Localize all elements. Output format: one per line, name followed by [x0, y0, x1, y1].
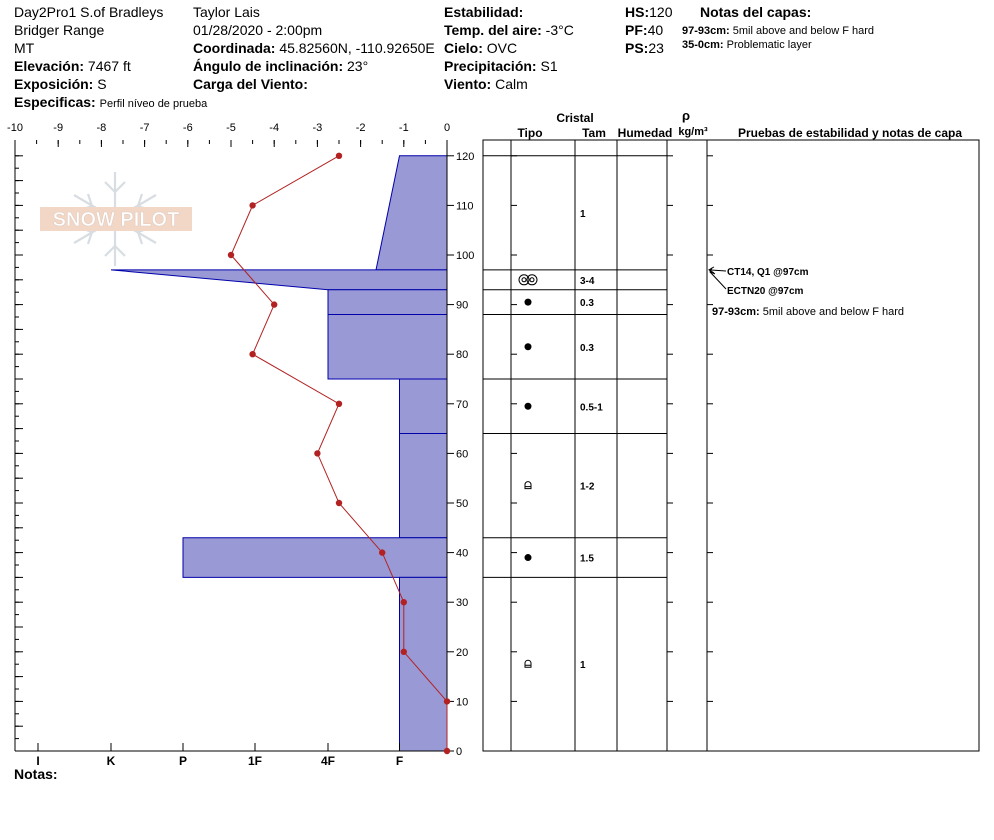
layer-note-2: 35-0cm: Problematic layer [682, 39, 812, 51]
depth-tick-label: 10 [456, 696, 469, 709]
hardness-layer-4 [400, 379, 448, 434]
stability: Estabilidad: [444, 4, 524, 20]
depth-tick-label: 90 [456, 299, 469, 312]
layer-size: 0.3 [580, 298, 594, 310]
hardness-layer-6 [183, 538, 447, 578]
layer-table-border [483, 140, 979, 751]
hardness-tick-label: 4F [320, 754, 336, 768]
crystal-header: Cristal [556, 111, 594, 125]
temp-tick-label: -5 [226, 122, 236, 134]
test-label: CT14, Q1 @97cm [727, 267, 809, 278]
temp-tick-label: -2 [355, 122, 366, 134]
range-name: Bridger Range [14, 22, 105, 38]
crystal-surface-hoar-icon [522, 278, 526, 282]
layer-size: 1-2 [580, 481, 595, 493]
temp-tick-label: -4 [269, 122, 280, 134]
svg-text:SNOW PILOT: SNOW PILOT [52, 209, 180, 231]
layer-size: 1 [580, 660, 586, 672]
layer-size: 1.5 [580, 553, 594, 565]
specifics: Especificas: Perfil níveo de prueba [14, 94, 208, 110]
temperature-point [314, 450, 320, 456]
temp-tick-label: -3 [312, 122, 323, 134]
hardness-tick-label: F [395, 754, 404, 768]
hardness-layer-3 [328, 315, 447, 379]
type-header: Tipo [517, 126, 543, 140]
coordinates: Coordinada: 45.82560N, -110.92650E [193, 40, 435, 56]
wind: Viento: Calm [444, 76, 528, 92]
site-name: Day2Pro1 S.of Bradleys [14, 4, 164, 20]
observer: Taylor Lais [193, 4, 260, 20]
temp-tick-label: -7 [139, 122, 150, 134]
temp-tick-label: 0 [443, 122, 451, 134]
aspect: Exposición: S [14, 76, 107, 92]
layer-size: 0.3 [580, 342, 594, 354]
slope-angle: Ángulo de inclinación: 23° [193, 58, 369, 74]
crystal-rounded-icon [525, 554, 532, 561]
sky: Cielo: OVC [444, 40, 518, 56]
snow-height: HS:120 [625, 4, 673, 20]
notes-label: Notas: [14, 766, 58, 782]
precipitation: Precipitación: S1 [444, 58, 558, 74]
layer-note: 97-93cm: 5mil above and below F hard [712, 306, 905, 318]
elevation: Elevación: 7467 ft [14, 58, 131, 74]
hardness-tick-label: K [106, 754, 116, 768]
hardness-tick-label: 1F [247, 754, 263, 768]
pit-ski-pen: PS:23 [625, 40, 664, 56]
hardness-layer-2 [328, 290, 447, 315]
hardness-layer-0 [376, 156, 447, 270]
wind-load: Carga del Viento: [193, 76, 308, 92]
temp-tick-label: -10 [7, 122, 23, 134]
depth-tick-label: 50 [456, 498, 469, 510]
datetime: 01/28/2020 - 2:00pm [193, 22, 323, 38]
crystal-rounded-icon [525, 343, 532, 350]
depth-tick-label: 60 [456, 448, 469, 461]
temp-tick-label: -6 [182, 122, 193, 134]
crystal-surface-hoar-icon [530, 278, 534, 282]
snowpilot-logo [40, 172, 192, 266]
depth-tick-label: 0 [456, 746, 463, 758]
depth-tick-label: 80 [456, 349, 469, 362]
temperature-point [249, 202, 255, 208]
pit-foot-pen: PF:40 [625, 22, 664, 38]
test-label: ECTN20 @97cm [727, 286, 804, 297]
depth-tick-label: 110 [456, 200, 474, 213]
temperature-point [336, 500, 342, 506]
test-arrow-line [710, 272, 726, 289]
layer-size: 1 [580, 208, 586, 220]
temp-tick-label: -1 [398, 122, 409, 134]
depth-tick-label: 100 [456, 250, 475, 262]
layer-size: 0.5-1 [580, 402, 603, 414]
crystal-depth-hoar-icon [525, 660, 531, 667]
temp-tick-label: -9 [53, 122, 64, 134]
temperature-point [444, 748, 450, 754]
temperature-point [379, 549, 385, 555]
density-unit: kg/m³ [678, 126, 708, 138]
layer-table [483, 108, 979, 751]
crystal-rounded-icon [525, 403, 532, 410]
hardness-tick-label: P [178, 754, 188, 768]
layer-size: 3-4 [580, 275, 595, 287]
state-name: MT [14, 40, 35, 56]
hardness-layer-5 [400, 434, 448, 538]
crystal-rounded-icon [525, 299, 532, 306]
depth-tick-label: 30 [456, 597, 469, 610]
layer-note-1: 97-93cm: 5mil above and below F hard [682, 25, 875, 37]
temperature-point [336, 153, 342, 159]
layer-notes-title: Notas del capas: [700, 4, 812, 20]
temp-tick-label: -8 [96, 122, 107, 134]
hardness-tick-label: I [36, 754, 40, 768]
temperature-point [271, 301, 277, 307]
depth-tick-label: 120 [456, 150, 475, 163]
depth-tick-label: 70 [456, 398, 469, 411]
density-symbol: ρ [681, 108, 691, 123]
temperature-point [401, 649, 407, 655]
size-header: Tam [582, 126, 606, 140]
temperature-point [228, 252, 234, 258]
temperature-point [336, 401, 342, 407]
air-temp: Temp. del aire: -3°C [444, 22, 574, 38]
temperature-point [401, 599, 407, 605]
temperature-point [249, 351, 255, 357]
temperature-point [444, 698, 450, 704]
tests-header: Pruebas de estabilidad y notas de capa [737, 126, 963, 140]
depth-tick-label: 20 [456, 646, 469, 659]
crystal-depth-hoar-icon [525, 482, 531, 489]
depth-tick-label: 40 [456, 547, 469, 560]
hardness-layer-1 [111, 270, 447, 290]
moisture-header: Humedad [617, 126, 673, 140]
